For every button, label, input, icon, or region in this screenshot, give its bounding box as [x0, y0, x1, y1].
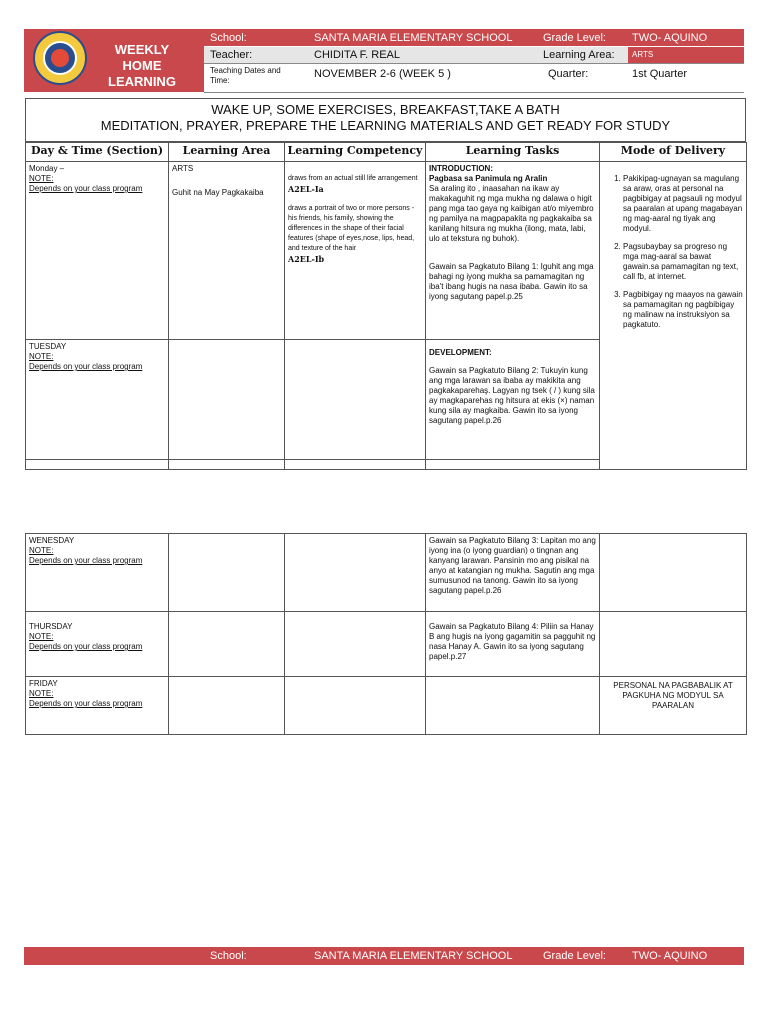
school-value: SANTA MARIA ELEMENTARY SCHOOL: [314, 32, 513, 44]
mode-cell: [600, 162, 747, 470]
quarter-value: 1st Quarter: [632, 68, 688, 80]
day-label: Monday –: [29, 164, 65, 173]
footer-school-value: SANTA MARIA ELEMENTARY SCHOOL: [314, 950, 513, 962]
table-row-wednesday: [26, 534, 747, 612]
day-cell-wednesday: [26, 534, 169, 612]
day-label: TUESDAY: [29, 342, 67, 351]
note-text: Depends on your class program: [29, 556, 143, 565]
grade-label: Grade Level:: [543, 32, 606, 44]
table-row-monday: [26, 162, 747, 340]
development-heading: DEVELOPMENT:: [429, 348, 492, 357]
quarter-label: Quarter:: [548, 68, 589, 80]
competency-text-1: draws from an actual still life arrangement: [288, 175, 418, 182]
note-label: NOTE:: [29, 174, 54, 183]
mode-item-3: 3. Pagbibigay ng maayos na gawain sa pamamagitan ng pagbibigay ng malinaw na instruksiyon sa pagkatuto.: [623, 290, 743, 330]
competency-code-1: A2EL-Ia: [288, 184, 324, 194]
intro-subheading: Pagbasa sa Panimula ng Aralin: [429, 174, 548, 183]
subject-label: ARTS: [172, 164, 194, 173]
activity-1: Gawain sa Pagkatuto Bilang 1: Iguhit ang mga bahagi ng iyong mukha sa pamamagitan ng iba't ibang hugis na nasa ibaba. Gawin ito sa iyong sagutang papel.p.25: [429, 262, 594, 301]
intro-heading: INTRODUCTION:: [429, 164, 493, 173]
note-text: Depends on your class program: [29, 362, 143, 371]
col-header-area: Learning Area: [169, 143, 285, 162]
mode-item-2: 2. Pagsubaybay sa progreso ng mga mag-aaral sa bawat gawain.sa pamamagitan ng text, call fb, at internet.: [623, 242, 743, 282]
banner-line1: WAKE UP, SOME EXERCISES, BREAKFAST,TAKE A BATH: [211, 102, 560, 117]
day-label: THURSDAY: [29, 622, 73, 631]
col-header-day: Day & Time (Section): [26, 143, 169, 162]
col-header-mode: Mode of Delivery: [600, 143, 747, 162]
day-cell-friday: [26, 677, 169, 735]
mode-cell-friday: [600, 677, 747, 735]
note-label: NOTE:: [29, 352, 54, 361]
day-cell-tuesday: [26, 340, 169, 460]
daily-routine-banner: [25, 98, 746, 142]
grade-value: TWO- AQUINO: [632, 32, 708, 44]
note-label: NOTE:: [29, 632, 54, 641]
activity-3: Gawain sa Pagkatuto Bilang 3: Lapitan mo ang iyong ina (o iyong guardian) o tingnan ang kanyang larawan. Pansinin mo ang pisikal na anyo at katangian ng mukha. Sagutin ang mga sumusunod na tanong. Gawin ito sa iyong sagutang papel.p.26: [429, 536, 596, 595]
table-row-friday: [26, 677, 747, 735]
mode-list: [603, 174, 743, 330]
col-header-competency: Learning Competency: [285, 143, 426, 162]
day-cell-thursday: [26, 612, 169, 677]
area-value: ARTS: [632, 50, 654, 59]
dates-label: Teaching Dates and Time:: [210, 66, 281, 85]
tasks-cell-thursday: [426, 612, 600, 677]
teacher-value: CHIDITA F. REAL: [314, 49, 400, 61]
footer-grade-value: TWO- AQUINO: [632, 950, 708, 962]
topic-label: Guhit na May Pagkakaiba: [172, 188, 264, 197]
col-header-tasks: Learning Tasks: [426, 143, 600, 162]
day-label: WENESDAY: [29, 536, 75, 545]
plan-title-line2: LEARNING PLAN: [108, 74, 176, 105]
footer-grade-label: Grade Level:: [543, 950, 606, 962]
tasks-cell-monday: [426, 162, 600, 340]
plan-title-line1: WEEKLY HOME: [114, 42, 170, 73]
competency-code-2: A2EL-Ib: [288, 254, 325, 264]
tasks-cell-tuesday: [426, 340, 600, 460]
note-text: Depends on your class program: [29, 184, 143, 193]
activity-4: Gawain sa Pagkatuto Bilang 4: Piliin sa Hanay B ang hugis na iyong gagamitin sa pagguhit ng nasa Hanay A. Gawin ito sa iyong sagutang papel.p.27: [429, 622, 596, 661]
table-row-thursday: [26, 612, 747, 677]
note-text: Depends on your class program: [29, 642, 143, 651]
day-label: FRIDAY: [29, 679, 58, 688]
mode-item-1: 1. Pakikipag-ugnayan sa magulang sa araw, oras at personal na pagbibigay at pagsauli ng modyul sa paaralan at upang magabayan ng mag-aaral ng tiyak ang modyul.: [623, 174, 743, 234]
plan-table-top: [25, 142, 747, 470]
area-cell-empty: [169, 340, 285, 460]
competency-cell-empty: [285, 340, 426, 460]
school-logo: [33, 31, 87, 85]
note-text: Depends on your class program: [29, 699, 143, 708]
area-cell: [169, 162, 285, 340]
area-label: Learning Area:: [543, 49, 615, 61]
plan-title: [99, 42, 185, 106]
competency-cell: [285, 162, 426, 340]
banner-line2: MEDITATION, PRAYER, PREPARE THE LEARNING MATERIALS AND GET READY FOR STUDY: [100, 118, 671, 133]
intro-body: Sa araling ito , inaasahan na ikaw ay makakaguhit ng mga mukha ng dalawa o higit pang mga tao gaya ng kaibigan at/o miyembro ng pamilya na magpapakita ng pagkakaiba sa kanilang hitsura ng mukha (ilong, mata, labi, ulo at tekstura ng buhok).: [429, 184, 594, 243]
school-label: School:: [210, 32, 247, 44]
teacher-label: Teacher:: [210, 49, 253, 61]
friday-mode-text: PERSONAL NA PAGBABALIK AT PAGKUHA NG MODYUL SA PAARALAN: [613, 681, 733, 710]
footer-school-label: School:: [210, 950, 247, 962]
plan-table-bottom: [25, 533, 747, 735]
activity-2: Gawain sa Pagkatuto Bilang 2: Tukuyin kung ang mga larawan sa ibaba ay makikita ang pagkakaparehaş. Lagyan ng tsek ( / ) kung sila ay magkaparehas ng hitsura at ekis (×) naman kung sila ay magkaiba. Gawin ito sa iyong sagutang papel.p.26: [429, 366, 595, 425]
note-label: NOTE:: [29, 546, 54, 555]
tasks-cell-wednesday: [426, 534, 600, 612]
competency-text-2: draws a portrait of two or more persons - his friends, his family, showing the differences in the shape of their facial features (shape of eyes,nose, lips, head, and texture of the hair: [288, 205, 415, 252]
note-label: NOTE:: [29, 689, 54, 698]
dates-value: NOVEMBER 2-6 (WEEK 5 ): [314, 68, 451, 80]
day-cell-monday: [26, 162, 169, 340]
